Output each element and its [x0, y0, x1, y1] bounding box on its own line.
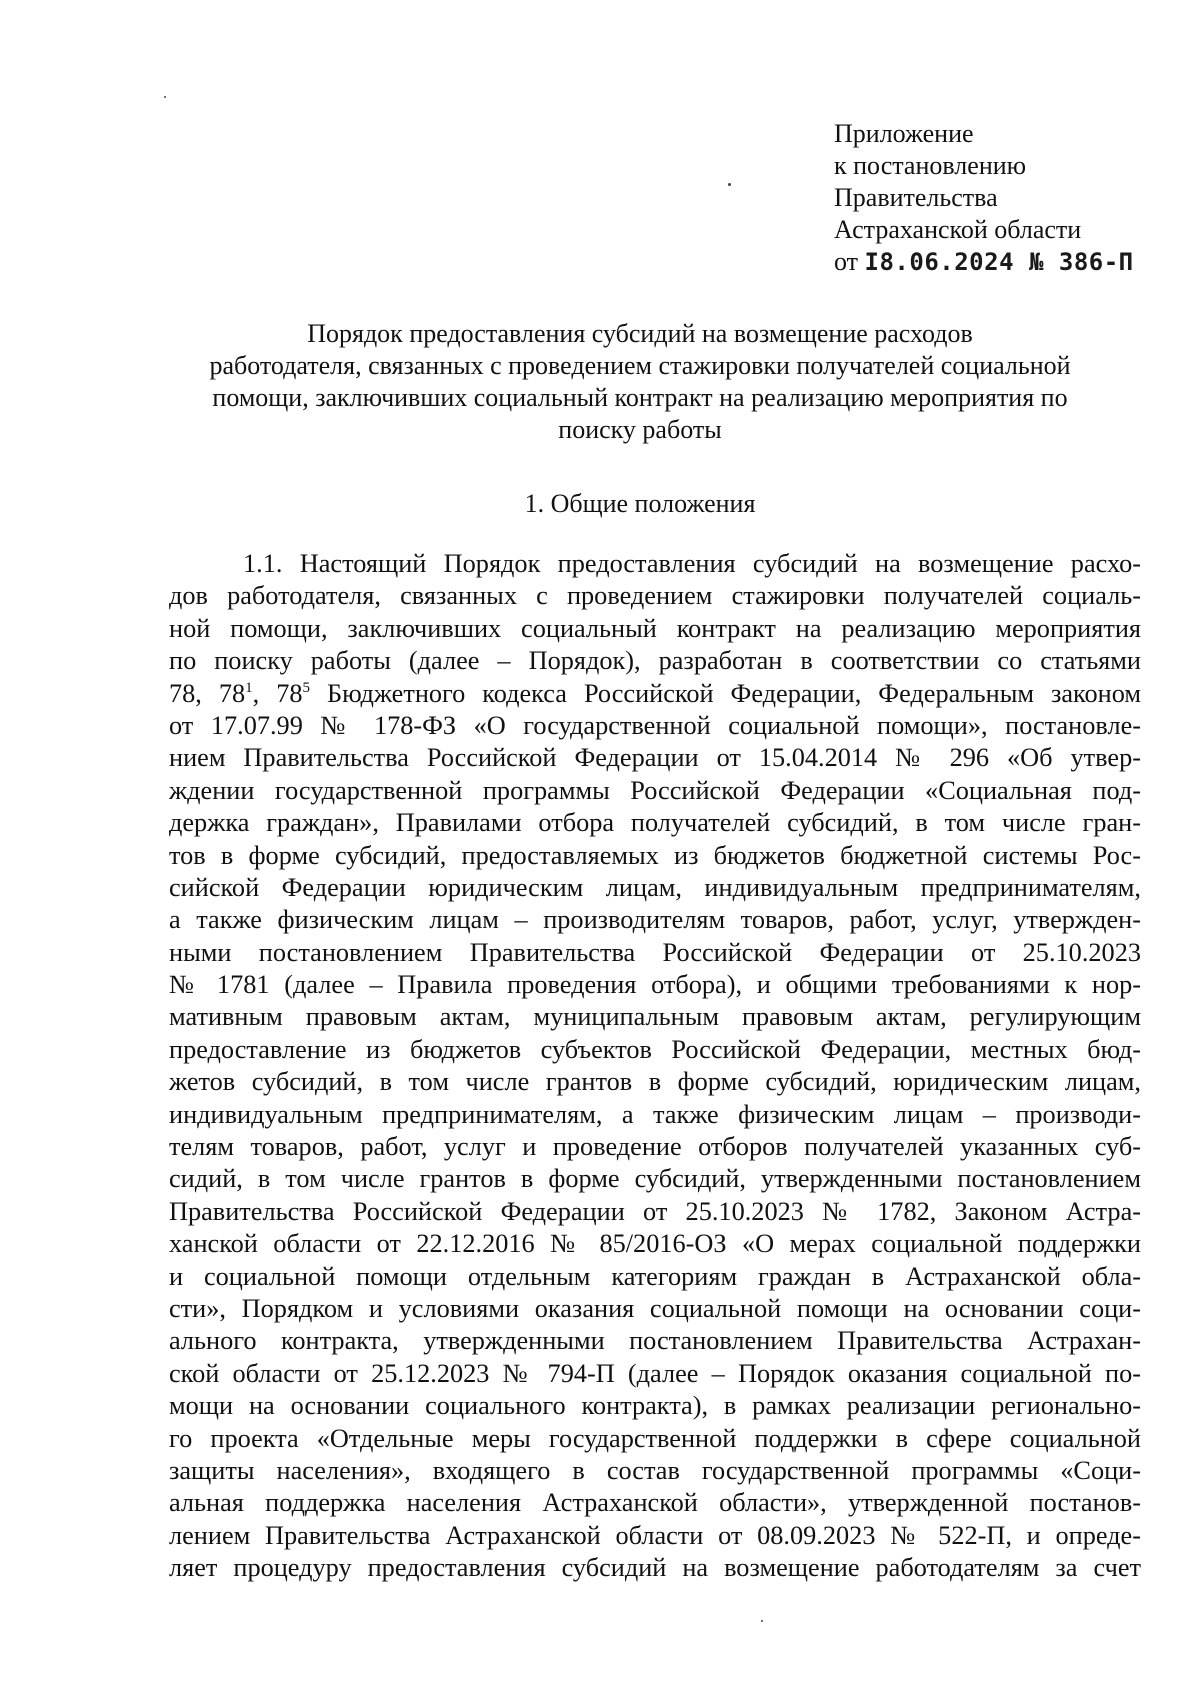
paragraph-line: ной помощи, заключивших социальный контракт на реализацию мероприятия — [169, 613, 1141, 643]
appendix-line: Астраханской области — [834, 215, 1082, 244]
paragraph-line: нием Правительства Российской Федерации от 15.04.2014 № 296 «Об утвер- — [169, 743, 1141, 773]
paragraph-line: ждении государственной программы Российской Федерации «Социальная под- — [169, 775, 1141, 805]
paragraph-line: сидий, в том числе грантов в форме субсидий, утвержденными постановлением — [169, 1164, 1141, 1194]
paragraph-1-1 — [169, 548, 1141, 1585]
paragraph-line: тов в форме субсидий, предоставляемых из бюджетов бюджетной системы Рос- — [169, 840, 1141, 870]
title-line: поиску работы — [558, 415, 722, 444]
paragraph-line: и социальной помощи отдельным категориям граждан в Астраханской обла- — [169, 1261, 1141, 1291]
paragraph-line: по поиску работы (далее – Порядок), разработан в соответствии со статьями — [169, 646, 1141, 676]
paragraph-line: альная поддержка населения Астраханской области», утвержденной постанов- — [169, 1488, 1141, 1518]
superscript: 1 — [245, 679, 253, 696]
paragraph-line: дов работодателя, связанных с проведением стажировки получателей социаль- — [169, 581, 1141, 611]
title-line: работодателя, связанных с проведением стажировки получателей социальной — [209, 351, 1071, 380]
section-heading: 1. Общие положения — [524, 489, 756, 518]
paragraph-line: индивидуальным предпринимателям, а также физическим лицам – производи- — [169, 1099, 1141, 1129]
scan-speck — [728, 183, 731, 186]
paragraph-line: ляет процедуру предоставления субсидий на возмещение работодателям за счет — [169, 1553, 1141, 1583]
appendix-line: к постановлению — [834, 151, 1027, 180]
paragraph-line: от 17.07.99 № 178-ФЗ «О государственной социальной помощи», постановле- — [169, 710, 1141, 740]
scan-speck — [164, 96, 166, 98]
superscript: 5 — [302, 679, 311, 696]
paragraph-line: лением Правительства Астраханской области от 08.09.2023 № 522-П, и опреде- — [169, 1520, 1141, 1550]
date-number-stamp: I8.06.2024 № 386-П — [864, 248, 1134, 276]
title-line: Порядок предоставления субсидий на возмещение расходов — [307, 319, 973, 348]
paragraph-line: мощи на основании социального контракта), в рамках реализации регионально- — [169, 1391, 1141, 1421]
paragraph-line: 1.1. Настоящий Порядок предоставления субсидий на возмещение расхо- — [243, 549, 1141, 578]
paragraph-line: держка граждан», Правилами отбора получателей субсидий, в том числе гран- — [169, 808, 1141, 838]
paragraph-line: го проекта «Отдельные меры государственной поддержки в сфере социальной — [169, 1423, 1141, 1453]
paragraph-line: мативным правовым актам, муниципальным правовым актам, регулирующим — [169, 1002, 1141, 1032]
text-fragment: , 78 — [252, 678, 303, 708]
paragraph-line: ской области от 25.12.2023 № 794-П (далее – Порядок оказания социальной по- — [169, 1358, 1141, 1388]
text-fragment: Бюджетного кодекса Российской Федерации, Федеральным законом — [310, 678, 1142, 708]
appendix-line: Правительства — [834, 183, 998, 212]
paragraph-line: ханской области от 22.12.2016 № 85/2016-ОЗ «О мерах социальной поддержки — [169, 1229, 1141, 1259]
paragraph-line: телям товаров, работ, услуг и проведение отборов получателей указанных суб- — [169, 1132, 1141, 1162]
paragraph-line: а также физическим лицам – производителям товаров, работ, услуг, утвержден- — [169, 905, 1141, 935]
paragraph-line: защиты населения», входящего в состав государственной программы «Соци- — [169, 1455, 1141, 1485]
text-fragment: 78, 78 — [169, 678, 246, 708]
paragraph-line: сти», Порядком и условиями оказания социальной помощи на основании соци- — [169, 1293, 1141, 1323]
paragraph-line: сийской Федерации юридическим лицам, индивидуальным предпринимателям, — [169, 872, 1141, 902]
paragraph-line: предоставление из бюджетов субъектов Российской Федерации, местных бюд- — [169, 1034, 1141, 1064]
appendix-date-line — [834, 246, 1134, 278]
paragraph-line: Правительства Российской Федерации от 25.10.2023 № 1782, Законом Астра- — [169, 1196, 1141, 1226]
paragraph-line: ными постановлением Правительства Российской Федерации от 25.10.2023 — [169, 937, 1141, 967]
title-line: помощи, заключивших социальный контракт на реализацию мероприятия по — [212, 383, 1068, 412]
paragraph-line: № 1781 (далее – Правила проведения отбора), и общими требованиями к нор- — [169, 970, 1141, 1000]
appendix-line: Приложение — [834, 119, 974, 148]
paragraph-line: ального контракта, утвержденными постановлением Правительства Астрахан- — [169, 1326, 1141, 1356]
scan-speck — [761, 1620, 763, 1622]
date-prefix: от — [834, 247, 859, 276]
document-title — [170, 318, 1110, 446]
paragraph-line-with-superscripts — [169, 678, 1141, 710]
paragraph-line: жетов субсидий, в том числе грантов в форме субсидий, юридическим лицам, — [169, 1067, 1141, 1097]
appendix-block — [834, 118, 1134, 278]
